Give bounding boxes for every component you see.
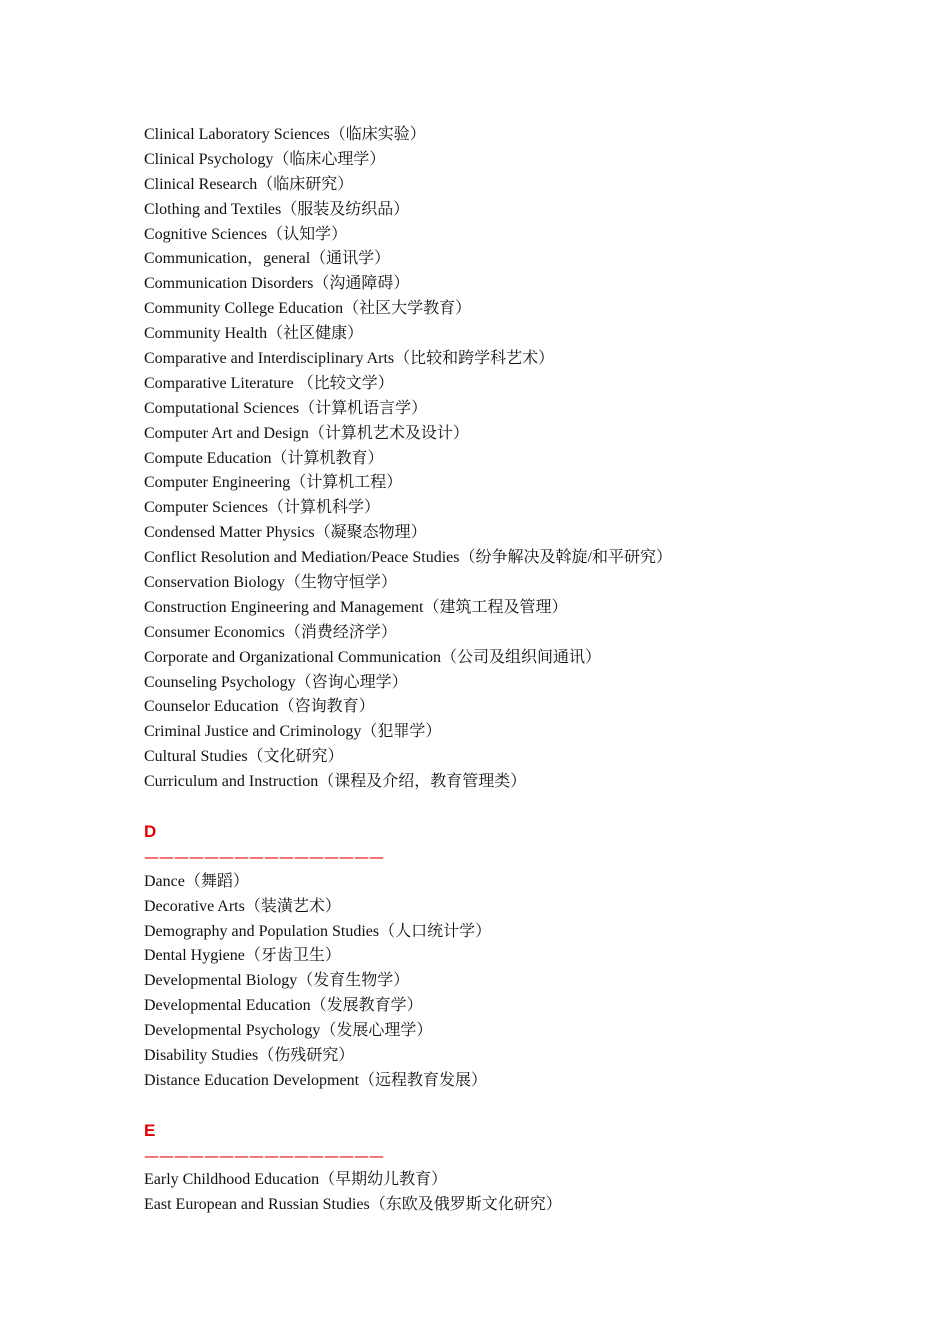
section-spacer xyxy=(144,795,904,820)
list-item: Community College Education（社区大学教育） xyxy=(144,300,472,318)
list-item: Compute Education（计算机教育） xyxy=(144,449,384,467)
list-item: Early Childhood Education（早期幼儿教育） xyxy=(144,1171,448,1189)
list-item: Consumer Economics（消费经济学） xyxy=(144,623,397,641)
section-d xyxy=(144,820,904,1094)
list-item: Computational Sciences（计算机语言学） xyxy=(144,399,428,417)
list-item: Comparative and Interdisciplinary Arts（比较和跨学科艺术） xyxy=(144,350,555,368)
section-divider: ———————————————— xyxy=(144,847,384,866)
list-item: Computer Engineering（计算机工程） xyxy=(144,474,403,492)
list-item: Developmental Psychology（发展心理学） xyxy=(144,1022,433,1040)
list-item: Communication，general（通讯学） xyxy=(144,250,391,268)
list-item: Clinical Psychology（临床心理学） xyxy=(144,150,386,168)
list-item: Curriculum and Instruction（课程及介绍，教育管理类） xyxy=(144,773,527,791)
section-c-list xyxy=(144,123,904,795)
list-item: Clinical Research（临床研究） xyxy=(144,175,354,193)
list-item: Conservation Biology（生物守恒学） xyxy=(144,574,397,592)
list-item: Demography and Population Studies（人口统计学） xyxy=(144,922,492,940)
list-item: Construction Engineering and Management（建筑工程及管理） xyxy=(144,598,568,616)
section-spacer xyxy=(144,1094,904,1119)
list-item: Distance Education Development（远程教育发展） xyxy=(144,1071,488,1089)
document-page xyxy=(144,123,904,1218)
section-letter-e: E xyxy=(144,1120,156,1140)
section-divider: ———————————————— xyxy=(144,1146,384,1165)
list-item: Computer Sciences（计算机科学） xyxy=(144,499,380,517)
list-item: Corporate and Organizational Communication（公司及组织间通讯） xyxy=(144,648,601,666)
list-item: Clothing and Textiles（服装及纺织品） xyxy=(144,200,410,218)
section-letter-d: D xyxy=(144,821,157,841)
list-item: Counseling Psychology（咨询心理学） xyxy=(144,673,408,691)
list-item: Developmental Biology（发育生物学） xyxy=(144,972,410,990)
list-item: Computer Art and Design（计算机艺术及设计） xyxy=(144,424,469,442)
list-item: Dental Hygiene（牙齿卫生） xyxy=(144,947,341,965)
list-item: Clinical Laboratory Sciences（临床实验） xyxy=(144,126,426,143)
list-item: Developmental Education（发展教育学） xyxy=(144,997,423,1015)
list-item: Cultural Studies（文化研究） xyxy=(144,748,344,766)
list-item: Community Health（社区健康） xyxy=(144,325,364,343)
list-item: East European and Russian Studies（东欧及俄罗斯文化研究） xyxy=(144,1196,562,1214)
list-item: Disability Studies（伤残研究） xyxy=(144,1046,355,1064)
section-e xyxy=(144,1119,904,1219)
list-item: Comparative Literature （比较文学） xyxy=(144,374,394,392)
list-item: Communication Disorders（沟通障碍） xyxy=(144,275,410,293)
list-item: Counselor Education（咨询教育） xyxy=(144,698,375,716)
list-item: Cognitive Sciences（认知学） xyxy=(144,225,348,243)
list-item: Conflict Resolution and Mediation/Peace Studies（纷争解决及斡旋/和平研究） xyxy=(144,549,672,567)
list-item: Criminal Justice and Criminology（犯罪学） xyxy=(144,723,442,741)
list-item: Dance（舞蹈） xyxy=(144,872,249,890)
list-item: Decorative Arts（装潢艺术） xyxy=(144,897,341,915)
list-item: Condensed Matter Physics（凝聚态物理） xyxy=(144,524,427,542)
